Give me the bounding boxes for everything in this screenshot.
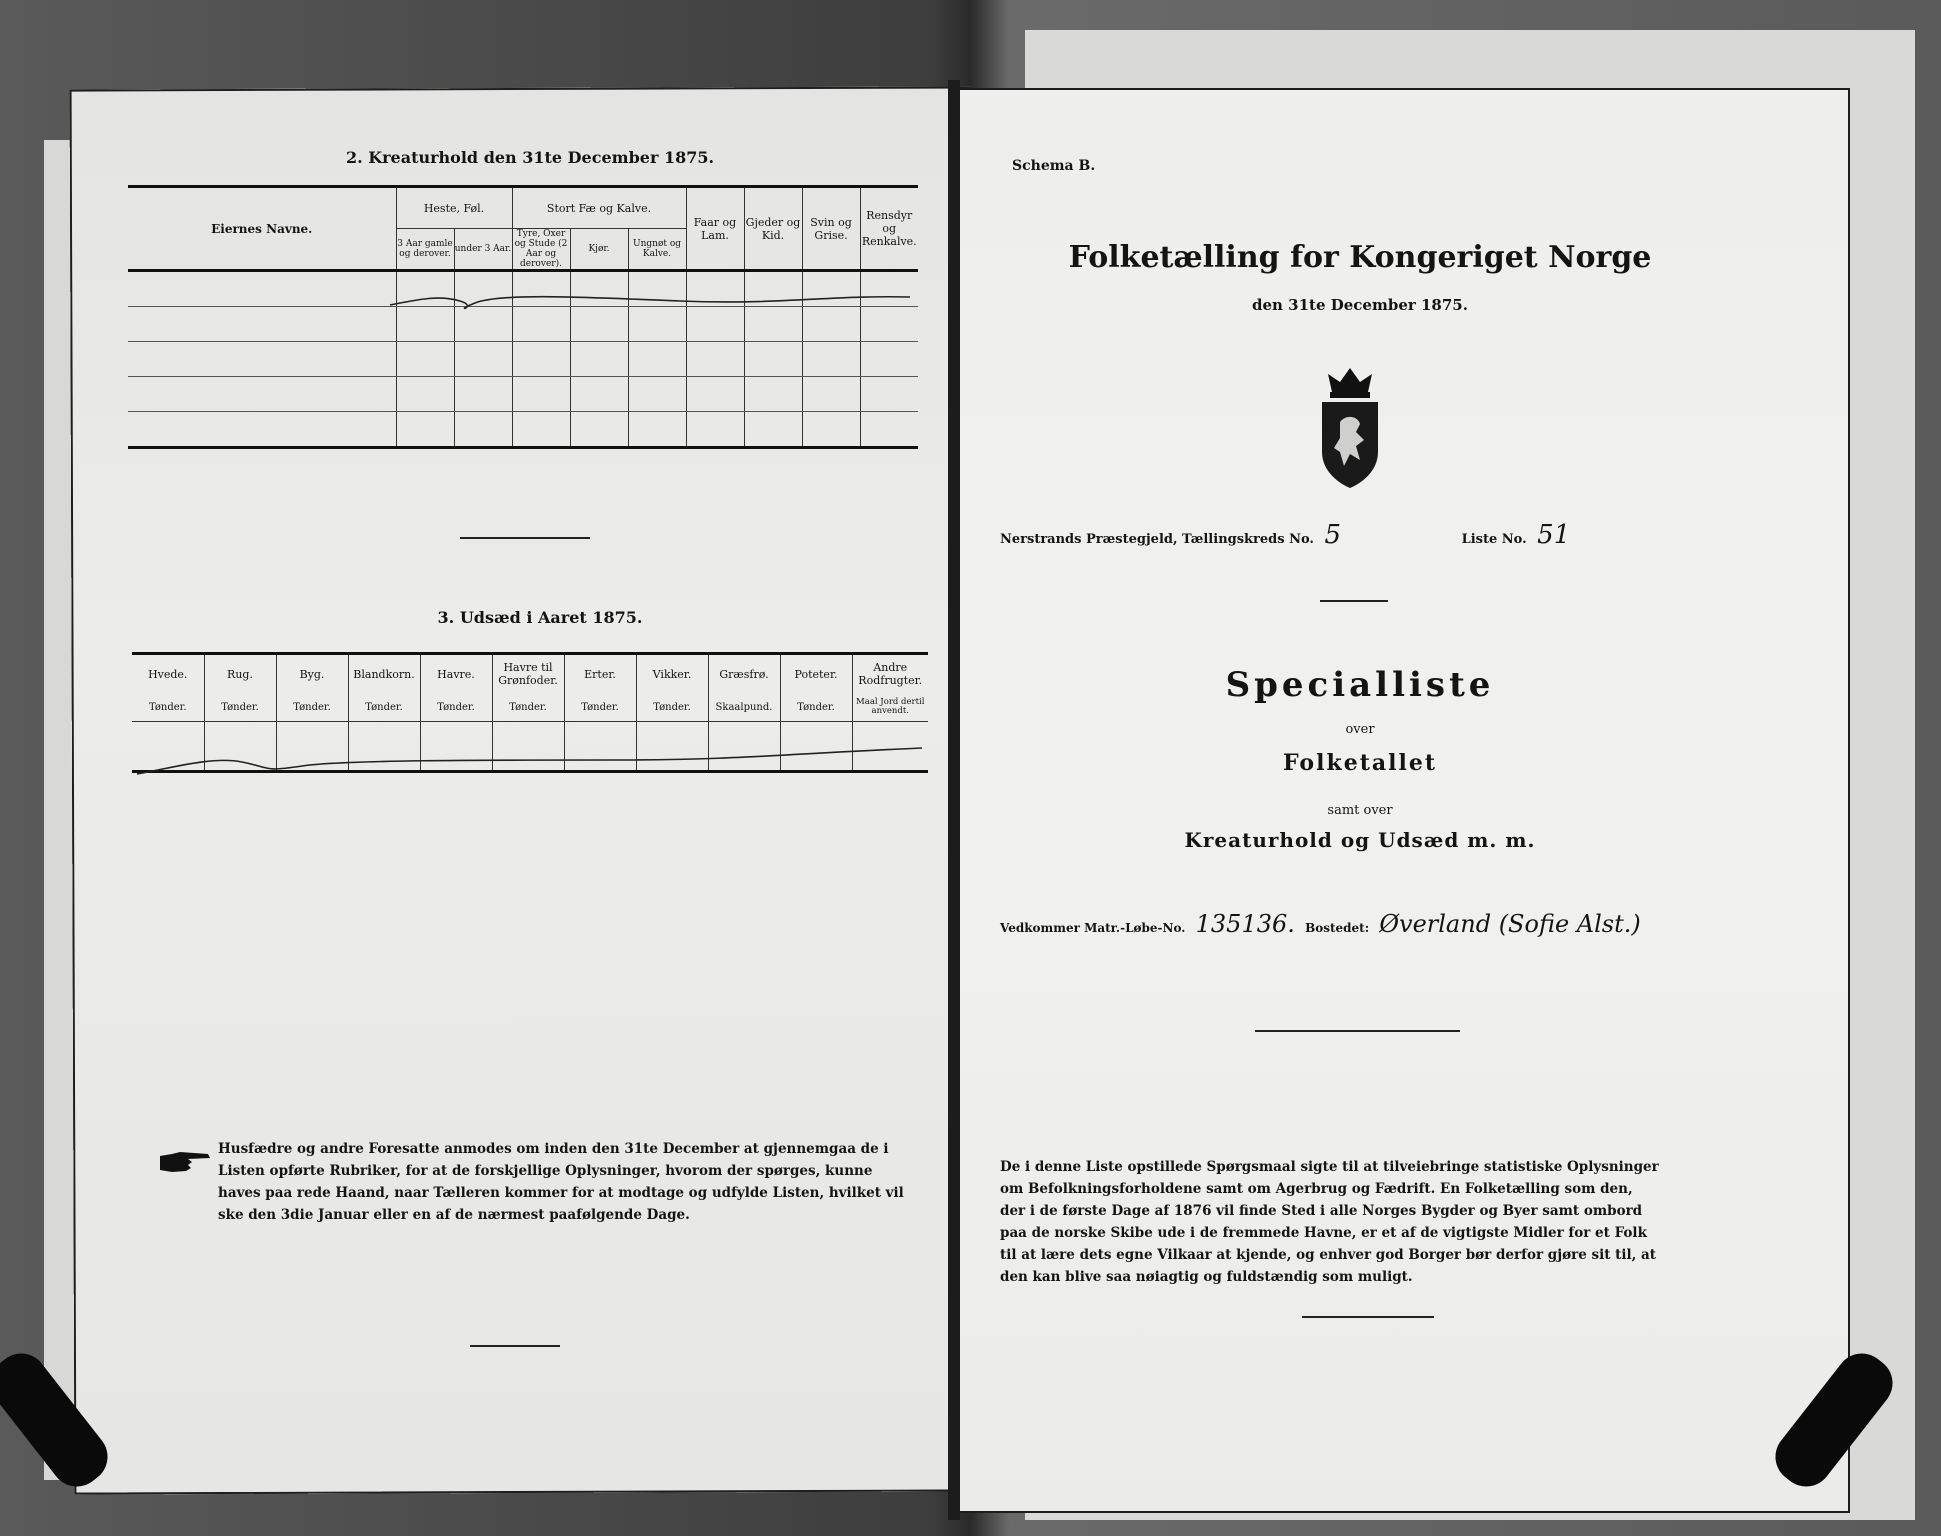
district-label: Tællingskreds No. xyxy=(1182,532,1314,547)
cows-header: Kjør. xyxy=(570,229,628,271)
reindeer-header: Rensdyr og Renkalve. xyxy=(860,187,918,271)
livestock-title: 2. Kreaturhold den 31te December 1875. xyxy=(345,148,715,167)
notice-paragraph: Husfædre og andre Foresatte anmodes om inden den 31te December at gjennemgaa de i Listen opførte Rubriker, for at de forskjellige Oplysninger, hvorom der spørges, kunne haves paa rede Haand, naar Tælleren kommer for at modtage og udfylde Listen, hvilket vil ske den 3die Januar eller en af de nærmest paafølgende Dage. xyxy=(218,1141,904,1223)
district-line xyxy=(1000,520,1576,550)
livestock-strikethrough xyxy=(380,285,920,315)
crop-potatoes: Poteter. xyxy=(780,654,852,694)
unit-label: Tønder. xyxy=(132,693,204,722)
folketallet-heading: Folketallet xyxy=(1283,750,1437,776)
samt-over-label: samt over xyxy=(1327,803,1393,818)
book-spine xyxy=(948,80,960,1520)
unit-label: Tønder. xyxy=(348,693,420,722)
table-row xyxy=(128,342,918,377)
crop-other-roots: Andre Rodfrugter. xyxy=(852,654,928,694)
crop-mixed-grain: Blandkorn. xyxy=(348,654,420,694)
crop-peas: Erter. xyxy=(564,654,636,694)
norwegian-coat-of-arms-icon xyxy=(1310,362,1390,490)
bulls-header: Tyre, Oxer og Stude (2 Aar og derover). xyxy=(512,229,570,271)
crop-vetch: Vikker. xyxy=(636,654,708,694)
list-label: Liste No. xyxy=(1461,532,1527,547)
crop-barley: Byg. xyxy=(276,654,348,694)
divider xyxy=(470,1345,560,1347)
crop-rye: Rug. xyxy=(204,654,276,694)
young-cattle-header: Ungnøt og Kalve. xyxy=(628,229,686,271)
crop-grass-seed: Græsfrø. xyxy=(708,654,780,694)
matr-number: 135136. xyxy=(1195,910,1295,938)
page-title: Folketælling for Kongeriget Norge xyxy=(1068,240,1652,275)
crop-green-oats: Havre til Grønfoder. xyxy=(492,654,564,694)
divider xyxy=(1320,600,1388,602)
unit-label: Tønder. xyxy=(204,693,276,722)
matrikkel-line xyxy=(1000,910,1647,938)
sheep-header: Faar og Lam. xyxy=(686,187,744,271)
unit-label: Tønder. xyxy=(420,693,492,722)
matr-label: Vedkommer Matr.-Løbe-No. xyxy=(1000,921,1186,935)
list-number: 51 xyxy=(1537,520,1571,550)
specialliste-title: Specialliste xyxy=(1225,665,1495,705)
district-number: 5 xyxy=(1324,520,1342,550)
goats-header: Gjeder og Kid. xyxy=(744,187,802,271)
unit-label: Skaalpund. xyxy=(708,693,780,722)
owner-header: Eiernes Navne. xyxy=(128,187,396,271)
pointing-hand-icon xyxy=(158,1148,212,1176)
unit-label: Maal Jord dertil anvendt. xyxy=(852,693,928,722)
seed-strikethrough xyxy=(132,738,928,778)
seed-title: 3. Udsæd i Aaret 1875. xyxy=(437,608,643,627)
divider xyxy=(1302,1316,1434,1318)
cattle-header: Stort Fæ og Kalve. xyxy=(512,187,686,229)
unit-label: Tønder. xyxy=(780,693,852,722)
over-label: over xyxy=(1345,722,1375,737)
horses-under3-header: under 3 Aar. xyxy=(454,229,512,271)
horses-header: Heste, Føl. xyxy=(396,187,512,229)
unit-label: Tønder. xyxy=(564,693,636,722)
crop-wheat: Hvede. xyxy=(132,654,204,694)
census-date: den 31te December 1875. xyxy=(1252,296,1468,314)
schema-label: Schema B. xyxy=(1012,158,1096,174)
parish-label: Nerstrands Præstegjeld, xyxy=(1000,532,1178,547)
table-row xyxy=(128,412,918,448)
unit-label: Tønder. xyxy=(492,693,564,722)
table-row xyxy=(128,377,918,412)
crop-oats: Havre. xyxy=(420,654,492,694)
intro-paragraph: De i denne Liste opstillede Spørgsmaal sigte til at tilveiebringe statistiske Oplysninger om Befolkningsforholdene samt om Agerbrug og Fædrift. En Folketælling som den, der i de første Dage af 1876 vil finde Sted i alle Norges Bygder og Byer samt ombord paa de norske Skibe ude i de fremmede Havne, er et af de vigtigste Midler for et Folk til at lære dets egne Vilkaar at kjende, og enhver god Borger bør derfor gjøre sit til, at den kan blive saa nøiagtig og fuldstændig som muligt. xyxy=(1000,1159,1659,1285)
kreaturhold-heading: Kreaturhold og Udsæd m. m. xyxy=(1184,828,1536,852)
horses-3yr-header: 3 Aar gamle og derover. xyxy=(396,229,454,271)
place-value: Øverland (Sofie Alst.) xyxy=(1379,910,1641,938)
livestock-table xyxy=(128,185,918,449)
place-label: Bostedet: xyxy=(1305,921,1370,935)
divider xyxy=(460,537,590,539)
divider xyxy=(1255,1030,1460,1032)
unit-label: Tønder. xyxy=(636,693,708,722)
unit-label: Tønder. xyxy=(276,693,348,722)
pigs-header: Svin og Grise. xyxy=(802,187,860,271)
